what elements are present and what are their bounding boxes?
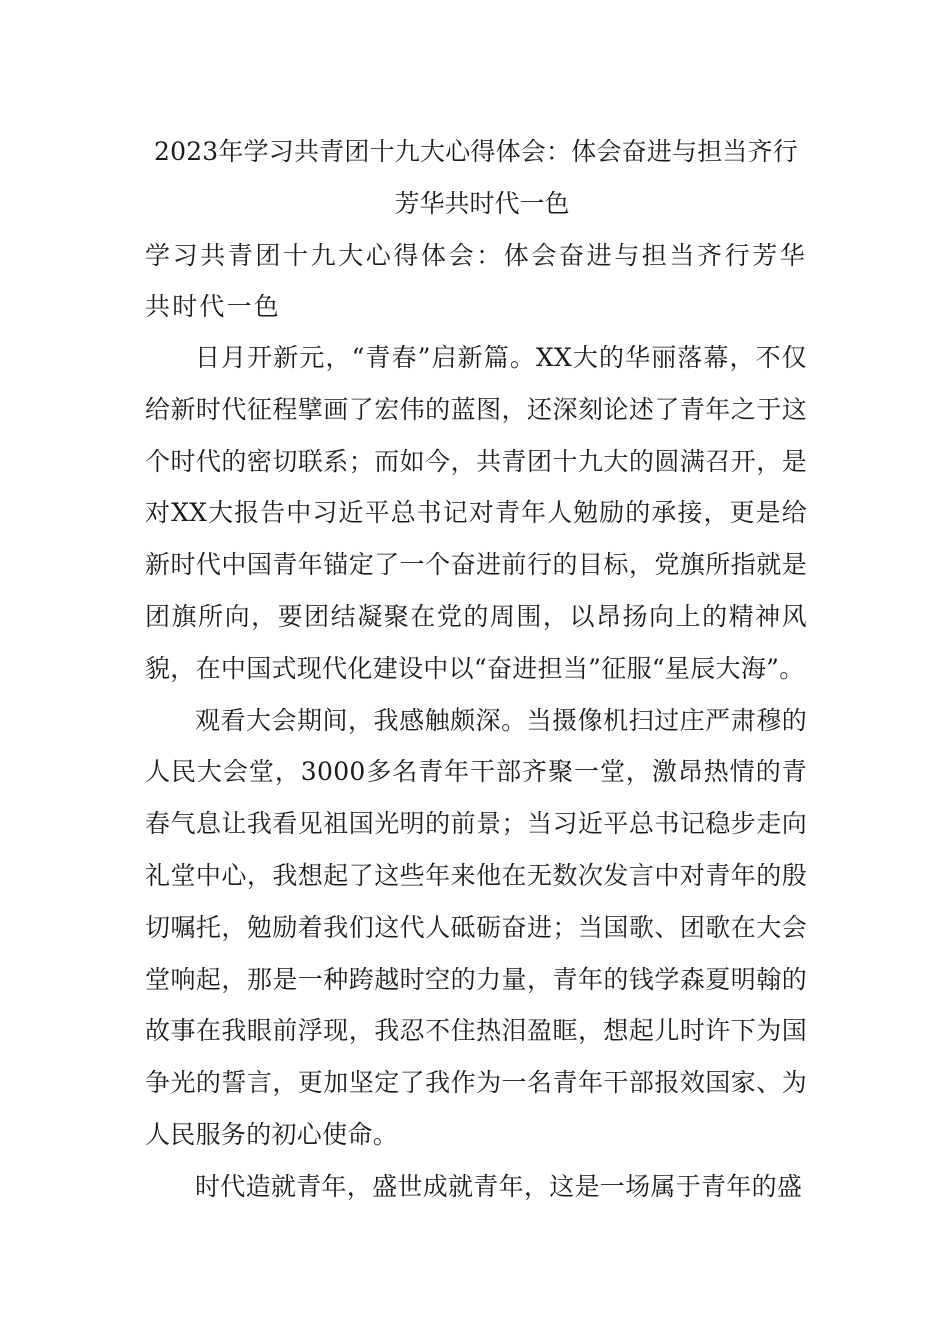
paragraph-3: 时代造就青年，盛世成就青年，这是一场属于青年的盛 (195, 1171, 803, 1201)
document-title-line-2: 芳华共时代一色 (394, 189, 570, 218)
document-body (145, 126, 807, 1213)
paragraph-1: 日月开新元，“青春”启新篇。XX大的华丽落幕，不仅给新时代征程擘画了宏伟的蓝图，还深刻论述了青年之于这个时代的密切联系；而如今，共青团十九大的圆满召开，是对XX大报告中习近平总书记对青年人勉励的承接，更是给新时代中国青年锚定了一个奋进前行的目标，党旗所指就是团旗所向，要团结凝聚在党的周围，以昂扬向上的精神风貌，在中国式现代化建设中以“奋进担当”征服“星辰大海”。 (145, 343, 807, 683)
document-title-line-1: 2023年学习共青团十九大心得体会：体会奋进与担当齐行 (153, 137, 799, 166)
paragraph-2: 观看大会期间，我感触颇深。当摄像机扫过庄严肃穆的人民大会堂，3000多名青年干部齐聚一堂，激昂热情的青春气息让我看见祖国光明的前景；当习近平总书记稳步走向礼堂中心，我想起了这些年来他在无数次发言中对青年的殷切嘱托，勉励着我们这代人砥砺奋进；当国歌、团歌在大会堂响起，那是一种跨越时空的力量，青年的钱学森夏明翰的故事在我眼前浮现，我忍不住热泪盈眶，想起儿时许下为国争光的誓言，更加坚定了我作为一名青年干部报效国家、为人民服务的初心使命。 (145, 705, 807, 1149)
document-subtitle: 学习共青团十九大心得体会：体会奋进与担当齐行芳华共时代一色 (145, 241, 807, 321)
